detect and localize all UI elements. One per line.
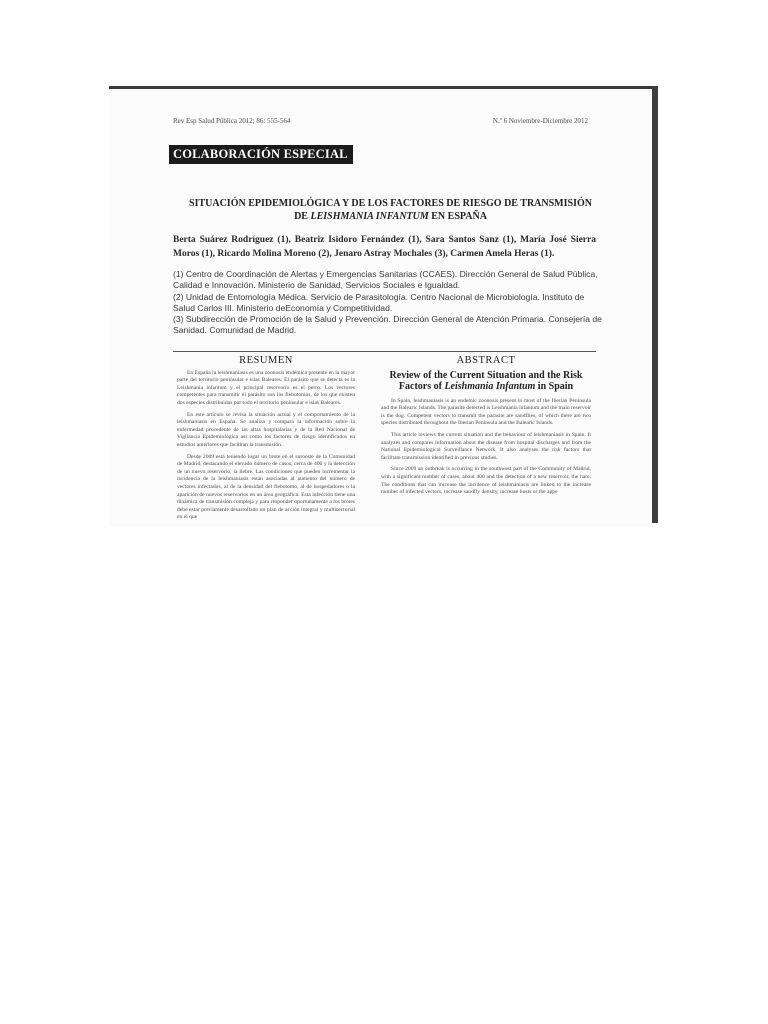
abstract-title-species: Leishmania Infantum — [444, 381, 536, 393]
affiliation-3: (3) Subdirección de Promoción de la Salud y Prevención. Dirección General de Atención Primaria. Consejería de Sanidad. Comunidad de Madrid. — [173, 314, 602, 336]
title-line-2 — [169, 210, 612, 223]
abstract-heading: ABSTRACT — [456, 355, 516, 366]
resumen-heading: RESUMEN — [239, 355, 293, 366]
abstract-paragraph: In Spain, leishmaniasis is an endemic zoonosis present in most of the Iberian Peninsula and the Balearic Islands. The parasite detected is Leishmania infantum and the main reservoir is the dog. Competent vectors to transmit the parasite are sandflies, of which there are two species distributed throughout the Iberian Peninsula and the Balearic Islands. — [381, 397, 591, 427]
resumen-paragraph: En este artículo se revisa la situación actual y el comportamiento de la leishmaniasis en España. Se analiza y compara la información sobre la enfermedad procedente de las altas hospitalarias y de la Red Nacional de Vigilancia Epidemiológica así como los factores de riesgo identificados en estudios anteriores que facilitan la transmisión. — [177, 411, 355, 448]
title-species: LEISHMANIA INFANTUM — [310, 211, 429, 222]
affiliation-1: (1) Centro de Coordinación de Alertas y Emergencias Sanitarias (CCAES). Dirección General de Salud Pública, Calidad e Innovación. Ministerio de Sanidad, Servicios Sociales e Igualdad. — [173, 269, 598, 291]
abstract-title-pre: Review of the Current Situation and the Risk Factors of — [389, 369, 583, 393]
title-line-2-post: EN ESPAÑA — [428, 211, 487, 222]
running-head-issue: N.º 6 Noviembre-Diciembre 2012 — [492, 117, 588, 125]
abstract-title-post: in Spain — [535, 381, 574, 393]
affiliation-2: (2) Unidad de Entomología Médica. Servicio de Parasitología. Centro Nacional de Microbiología. Instituto de Salud Carlos III. Ministerio deEconomía y Competitividad. — [173, 291, 585, 313]
resumen-paragraph: En España la leishmaniasis es una zoonosis endémica presente en la mayor parte del territorio peninsular e islas Baleares. El parásito que se detecta es la Leishmania infantum y el principal reservorio es el perro. Los vectores competentes para transmitir el parásito son los flebotomos, de los que existen dos especies distribuidas por todo el territorio peninsular e islas Baleares. — [177, 369, 355, 406]
paper-title — [169, 197, 612, 223]
section-divider — [173, 351, 596, 352]
affiliations — [173, 269, 602, 337]
running-head — [173, 117, 588, 125]
running-head-journal: Rev Esp Salud Pública 2012; 86: 555-564 — [173, 117, 291, 125]
section-banner: COLABORACIÓN ESPECIAL — [169, 145, 353, 164]
scanned-page — [109, 86, 652, 526]
author-list: Berta Suárez Rodríguez (1), Beatriz Isidoro Fernández (1), Sara Santos Sanz (1), María José Sierra Moros (1), Ricardo Molina Moreno (2), Jenaro Astray Mochales (3), Carmen Amela Heras (1). — [173, 235, 596, 259]
scan-shadow-edge — [652, 86, 658, 523]
resumen-paragraph: Desde 2009 está teniendo lugar un brote en el suroeste de la Comunidad de Madrid, destacando el elevado número de casos, cerca de 400 y la detección de un nuevo reservorio, la liebre. Las condiciones que pueden incrementar la incidencia de la leishmaniasis están asociadas al aumento del número de vectores infectados, al de la densidad del flebotomo, al de hospedadores o la aparición de nuevos reservorios en un área geográfica. Esta infección tiene una dinámica de transmisión compleja y para responder oportunamente a los brotes debe estar previamente desarrollado un plan de acción integral y multisectorial en el que — [177, 453, 355, 521]
title-line-1: SITUACIÓN EPIDEMIOLÓGICA Y DE LOS FACTORES DE RIESGO DE TRANSMISIÓN — [189, 198, 592, 209]
abstract-title — [381, 370, 591, 393]
abstract-paragraph: This article reviews the current situation and the behaviour of leishmaniasis in Spain. It analyzes and compares information about the disease from hospital discharges and from the National Epidemiological Surveillance Network. It also analyses the risk factors that facilitate transmission identified in previous studies. — [381, 431, 591, 461]
abstract-paragraph: Since 2009 an outbreak is occurring in the southwest part of the Community of Madrid, with a significant number of cases, about 400 and the detection of a new reservoir, the hare. The conditions that can increase the incidence of leishmaniasis are linked to the increase number of infected vectors, increase sandfly density, increase hosts or the appe — [381, 466, 591, 496]
title-line-2-pre: DE — [294, 211, 311, 222]
abstract-column — [381, 357, 591, 501]
resumen-column — [177, 357, 355, 526]
